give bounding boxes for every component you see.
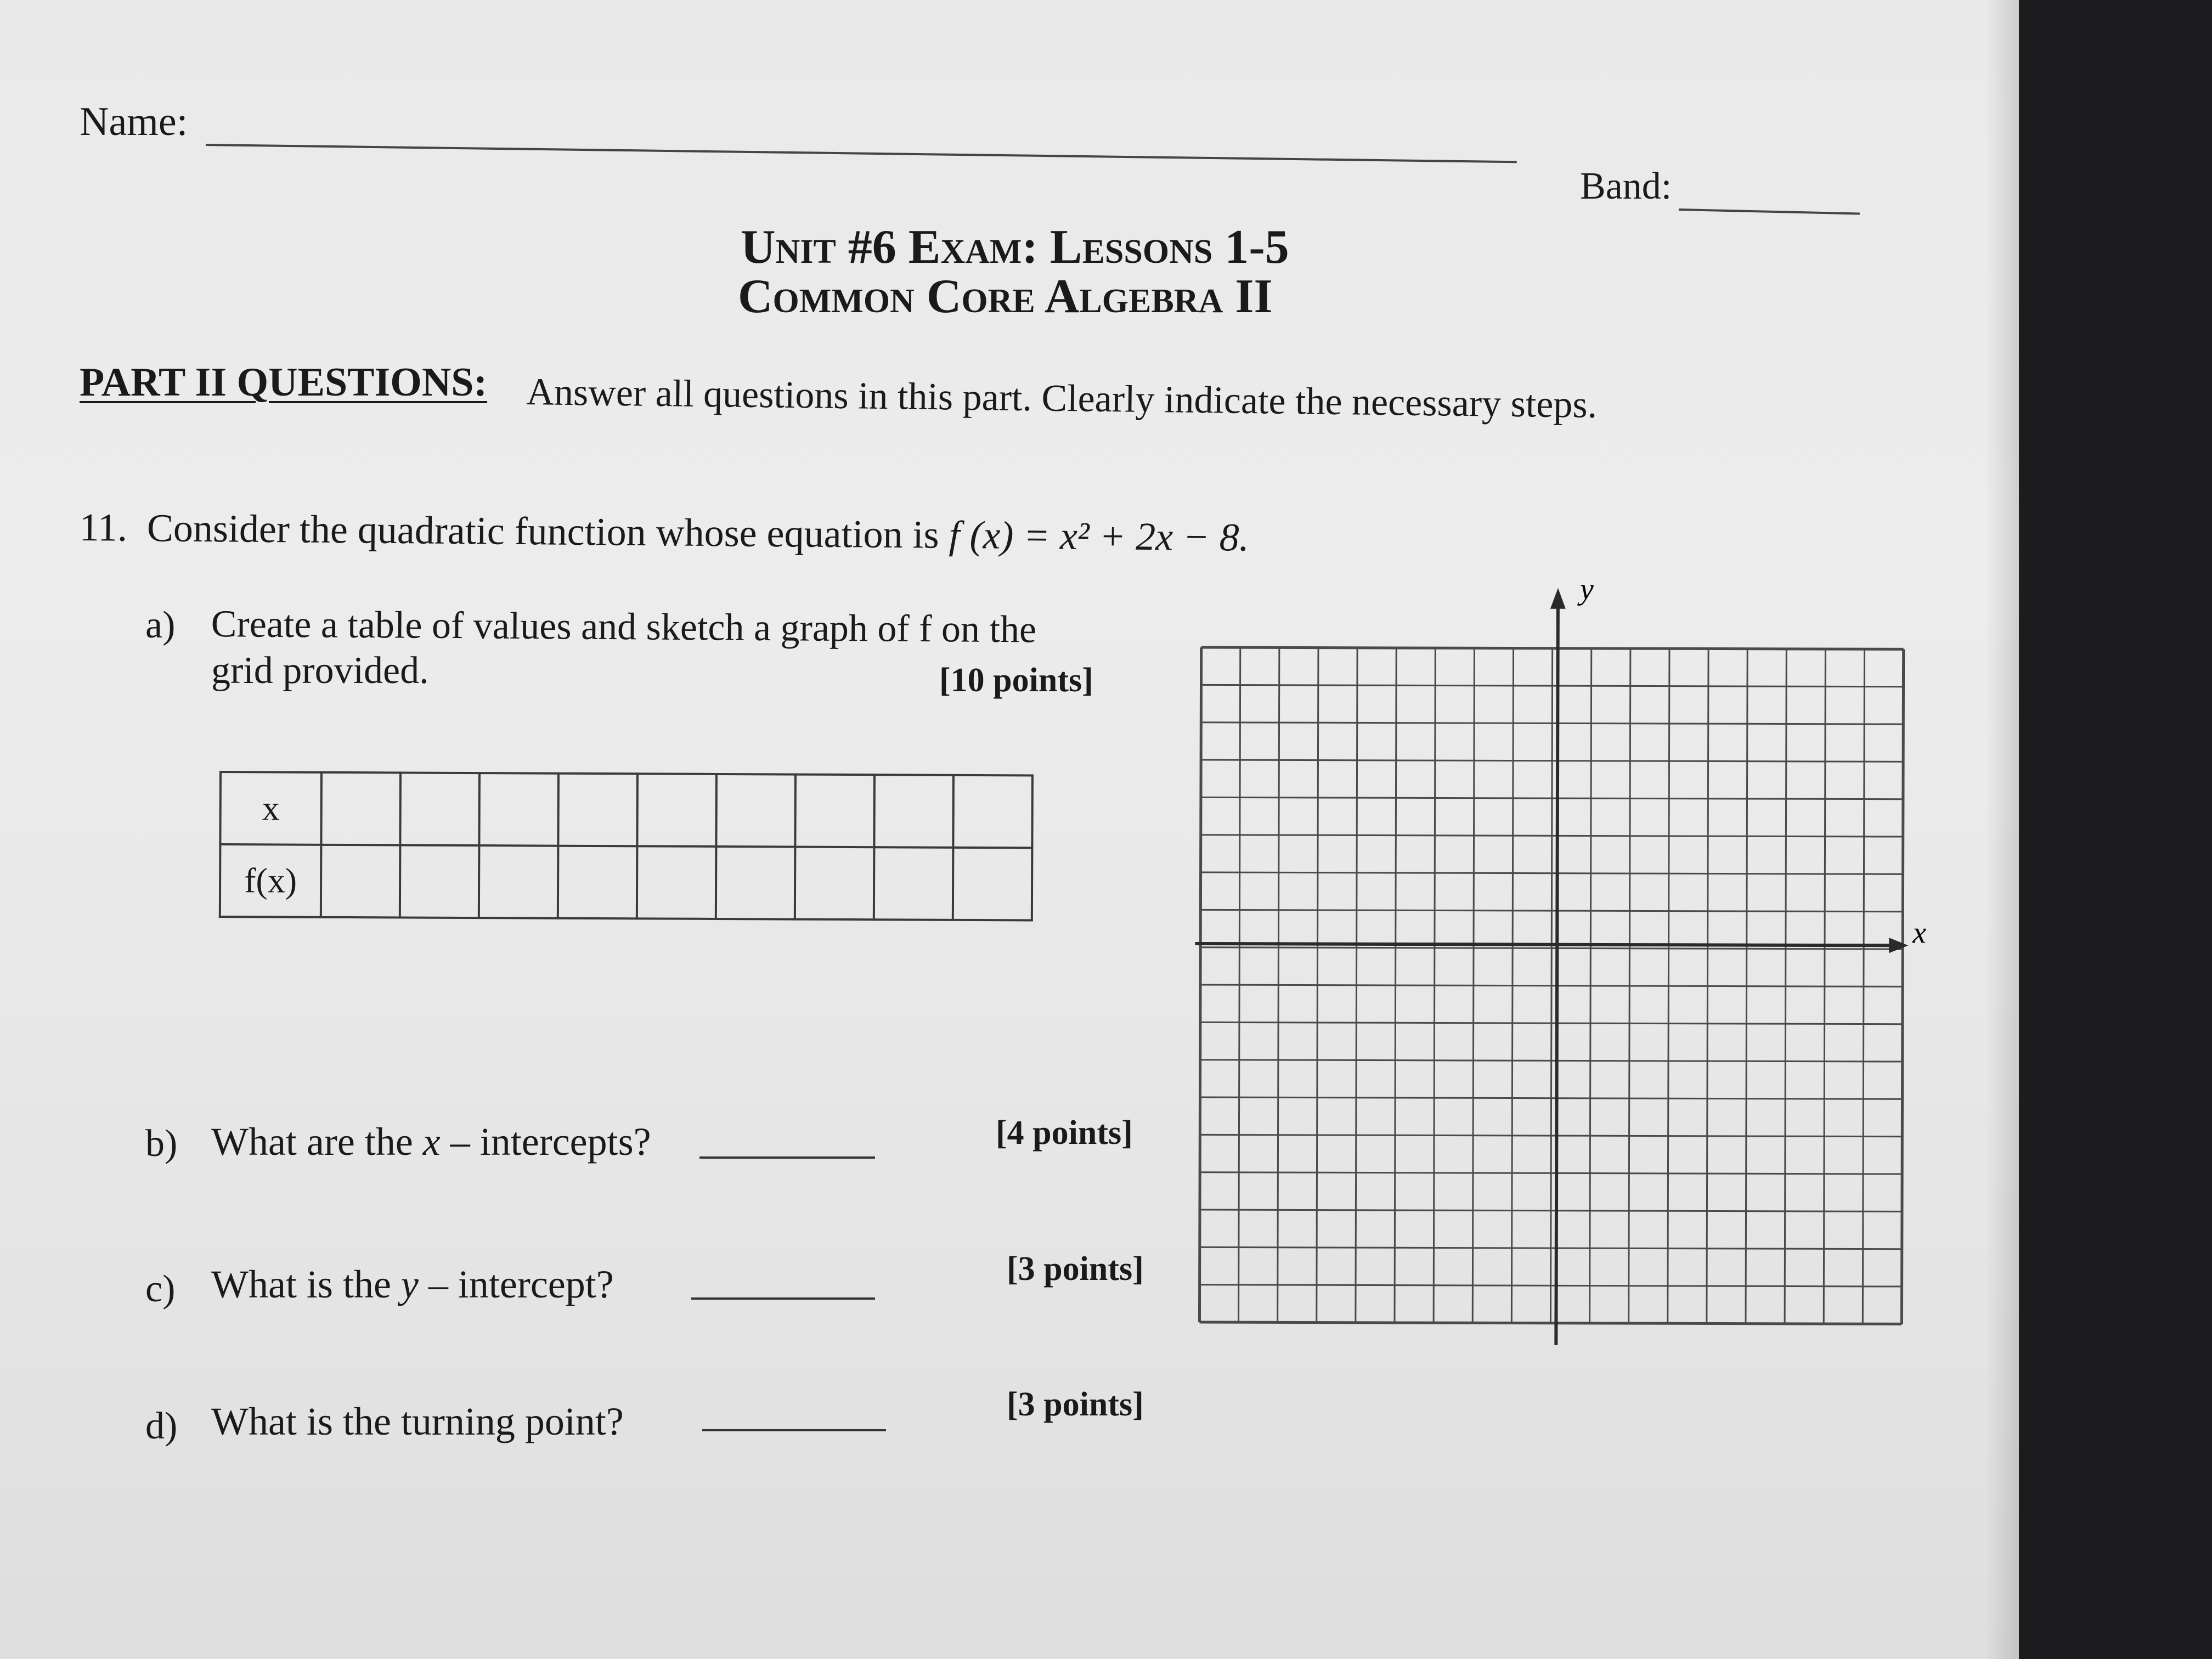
- grid-line-horizontal: [1200, 1060, 1903, 1062]
- grid-line-horizontal: [1201, 685, 1903, 686]
- question-11-stem: [79, 505, 1249, 561]
- grid-line-horizontal: [1200, 1022, 1903, 1024]
- part-b-question: [211, 1119, 651, 1165]
- part-b-text-suffix: – intercepts?: [440, 1120, 651, 1164]
- part-c-variable: y: [400, 1262, 419, 1306]
- part-d-letter: d): [145, 1405, 178, 1447]
- name-blank-line: [206, 144, 1517, 163]
- grid-line-horizontal: [1201, 647, 1904, 649]
- table-cell-x[interactable]: [795, 775, 874, 848]
- table-cell-x[interactable]: [479, 773, 558, 846]
- grid-line-horizontal: [1199, 1322, 1901, 1324]
- table-cell-fx[interactable]: [716, 847, 795, 919]
- x-axis-label: x: [1912, 916, 1927, 950]
- name-label: Name:: [80, 99, 188, 144]
- grid-line-horizontal: [1201, 872, 1903, 874]
- table-cell-fx[interactable]: [558, 846, 637, 919]
- part-c-points: [3 points]: [1007, 1250, 1144, 1288]
- part-b-points: [4 points]: [996, 1114, 1133, 1152]
- question-equation: f (x) = x² + 2x − 8.: [949, 512, 1250, 560]
- part-c-text-suffix: – intercept?: [418, 1262, 614, 1306]
- table-row-fx: [220, 844, 1032, 920]
- part-d-answer-line[interactable]: [702, 1429, 886, 1431]
- part-c-answer-line[interactable]: [691, 1297, 875, 1300]
- table-cell-fx[interactable]: [874, 847, 953, 920]
- question-number: 11.: [79, 505, 128, 550]
- part-a-text-line2: grid provided.: [211, 650, 429, 692]
- part2-instructions: Answer all questions in this part. Clearly indicate the necessary steps.: [526, 370, 1598, 426]
- table-cell-x[interactable]: [558, 774, 637, 847]
- y-axis-label: y: [1579, 572, 1594, 606]
- table-cell-x[interactable]: [400, 772, 479, 845]
- table-cell-x[interactable]: [953, 775, 1032, 848]
- part-c-text-prefix: What is the: [211, 1262, 401, 1306]
- y-axis-arrow: [1550, 588, 1566, 609]
- grid-line-horizontal: [1200, 1285, 1902, 1286]
- table-cell-fx[interactable]: [321, 845, 400, 918]
- part-a-points: [10 points]: [939, 662, 1093, 699]
- grid-line-horizontal: [1200, 947, 1903, 949]
- part-b-variable: x: [422, 1120, 441, 1164]
- part-b-answer-line[interactable]: [699, 1156, 875, 1159]
- question-text: Consider the quadratic function whose equation is: [146, 506, 939, 557]
- exam-title: Unit #6 Exam: Lessons 1-5: [741, 221, 1289, 274]
- grid-line-horizontal: [1201, 760, 1903, 761]
- table-header-fx: f(x): [220, 844, 321, 917]
- grid-line-horizontal: [1200, 1210, 1902, 1211]
- table-cell-x[interactable]: [637, 774, 716, 847]
- table-of-values: [219, 771, 1034, 921]
- table-cell-x[interactable]: [716, 774, 795, 847]
- x-axis: [1195, 944, 1903, 945]
- table-header-x: x: [220, 772, 321, 845]
- part-c-letter: c): [145, 1268, 176, 1310]
- grid-line-horizontal: [1201, 835, 1903, 837]
- table-cell-fx[interactable]: [400, 845, 479, 918]
- grid-lines: [1199, 647, 1903, 1324]
- part-c-question: [211, 1262, 614, 1307]
- grid-line-horizontal: [1200, 985, 1903, 986]
- grid-line-horizontal: [1200, 1172, 1902, 1174]
- x-axis-arrow: [1889, 938, 1908, 953]
- part-d-points: [3 points]: [1007, 1386, 1144, 1423]
- coordinate-grid[interactable]: [1194, 572, 1964, 1346]
- part2-heading: PART II QUESTIONS:: [80, 360, 488, 405]
- exam-subtitle: Common Core Algebra II: [738, 270, 1273, 323]
- table-cell-fx[interactable]: [637, 846, 716, 919]
- grid-line-horizontal: [1200, 1097, 1903, 1099]
- table-cell-x[interactable]: [874, 775, 953, 848]
- band-label: Band:: [1580, 165, 1672, 207]
- grid-line-horizontal: [1200, 1135, 1902, 1136]
- part-b-letter: b): [145, 1122, 178, 1165]
- part-d-question: What is the turning point?: [211, 1400, 624, 1443]
- table-cell-fx[interactable]: [795, 847, 874, 920]
- grid-line-horizontal: [1200, 910, 1903, 911]
- part-a-letter: a): [145, 604, 176, 646]
- part-b-text-prefix: What are the: [211, 1120, 423, 1164]
- table-cell-x[interactable]: [321, 772, 400, 845]
- y-axis: [1556, 607, 1558, 1345]
- table-row-x: [220, 772, 1032, 848]
- table-cell-fx[interactable]: [479, 845, 558, 918]
- part-a-text-line1: Create a table of values and sketch a graph of f on the: [211, 603, 1037, 651]
- grid-line-horizontal: [1201, 723, 1903, 724]
- grid-line-horizontal: [1201, 797, 1903, 799]
- grid-line-horizontal: [1200, 1247, 1902, 1249]
- band-blank-line: [1679, 208, 1860, 215]
- table-cell-fx[interactable]: [953, 848, 1032, 921]
